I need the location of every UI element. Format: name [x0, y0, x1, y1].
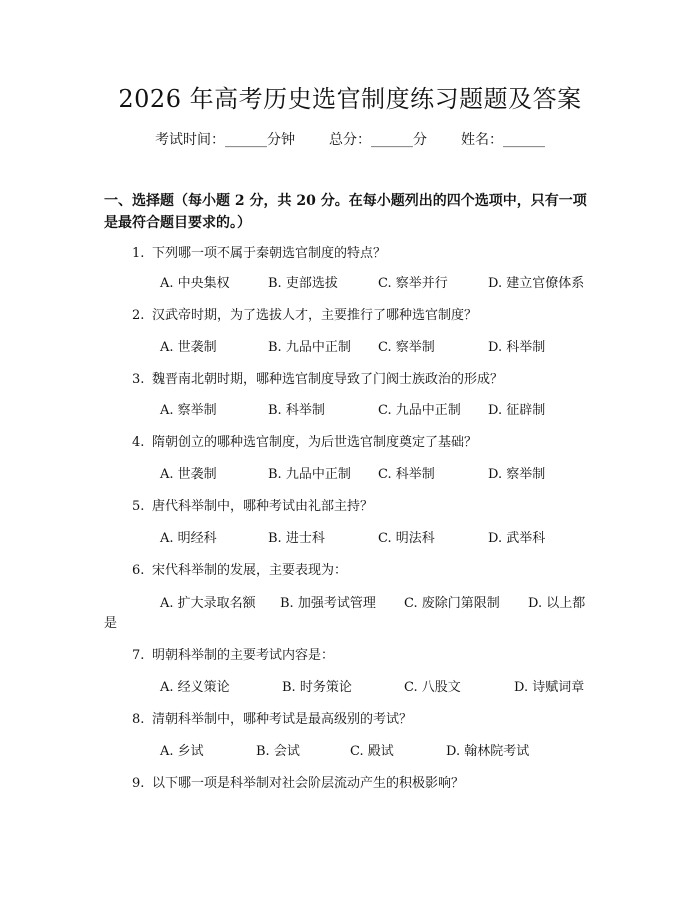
- question-number: 9.: [132, 776, 145, 791]
- option-c: C. 殿试: [350, 744, 394, 759]
- question-number: 2.: [132, 308, 145, 323]
- question-text: 宋代科举制的发展，主要表现为：: [152, 563, 348, 578]
- question-text: 清朝科举制中，哪种考试是最高级别的考试？: [152, 712, 413, 727]
- option-c: C. 九品中正制: [378, 403, 461, 418]
- option-a: A. 经义策论: [160, 680, 230, 695]
- option-b: B. 吏部选拔: [268, 276, 338, 291]
- option-d: D. 以上都: [528, 596, 586, 611]
- question-number: 8.: [132, 712, 145, 727]
- option-b: B. 九品中正制: [268, 340, 351, 355]
- option-d: D. 征辟制: [488, 403, 546, 418]
- question-text: 明朝科举制的主要考试内容是：: [152, 648, 335, 663]
- option-a: A. 察举制: [160, 403, 217, 418]
- question-number: 4.: [132, 435, 145, 450]
- option-a: A. 扩大录取名额: [160, 596, 256, 611]
- option-b: B. 进士科: [268, 531, 325, 546]
- section-title: 一、选择题（每小题 2 分，共 20 分。在每小题列出的四个选项中，只有一项是最符合题目要求的。）: [104, 193, 587, 231]
- option-d: D. 建立官僚体系: [488, 276, 585, 291]
- question-text: 魏晋南北朝时期，哪种选官制度导致了门阀士族政治的形成？: [152, 372, 504, 387]
- question-number: 3.: [132, 372, 145, 387]
- option-b: B. 九品中正制: [268, 467, 351, 482]
- exam-total-score: 总分：______分: [329, 132, 427, 148]
- question-text: 唐代科举制中，哪种考试由礼部主持？: [152, 499, 374, 514]
- option-c: C. 察举制: [378, 340, 435, 355]
- question-2: [132, 306, 602, 326]
- page-title: 2026 年高考历史选官制度练习题题及答案: [118, 85, 582, 113]
- exam-meta: [0, 130, 700, 150]
- option-a: A. 世袭制: [160, 467, 217, 482]
- question-5: [132, 497, 602, 517]
- option-a: A. 世袭制: [160, 340, 217, 355]
- option-c: C. 八股文: [404, 680, 461, 695]
- question-number: 1.: [132, 246, 145, 261]
- option-a: A. 明经科: [160, 531, 217, 546]
- option-d: D. 诗赋词章: [514, 680, 585, 695]
- question-text: 汉武帝时期，为了选拔人才，主要推行了哪种选官制度？: [152, 308, 478, 323]
- student-name: 姓名：______: [461, 132, 545, 148]
- option-b: B. 会试: [256, 744, 300, 759]
- question-4: [132, 433, 602, 453]
- option-c: C. 废除门第限制: [404, 596, 500, 611]
- option-b: B. 时务策论: [282, 680, 352, 695]
- question-1: [132, 244, 602, 264]
- option-d-wrap: 是: [104, 616, 118, 631]
- question-number: 5.: [132, 499, 145, 514]
- question-number: 6.: [132, 563, 145, 578]
- question-8: [132, 710, 602, 730]
- question-6: [132, 561, 602, 581]
- option-d: D. 武举科: [488, 531, 546, 546]
- option-b: B. 科举制: [268, 403, 325, 418]
- question-number: 7.: [132, 648, 145, 663]
- option-a: A. 乡试: [160, 744, 204, 759]
- question-9: [132, 774, 602, 794]
- option-d: D. 科举制: [488, 340, 546, 355]
- question-3: [132, 370, 602, 390]
- question-7: [132, 646, 602, 666]
- option-d: D. 察举制: [488, 467, 546, 482]
- option-d: D. 翰林院考试: [446, 744, 530, 759]
- option-c: C. 察举并行: [378, 276, 448, 291]
- exam-time: 考试时间：______分钟: [155, 132, 295, 148]
- question-text: 以下哪一项是科举制对社会阶层流动产生的积极影响？: [152, 776, 465, 791]
- question-text: 下列哪一项不属于秦朝选官制度的特点？: [152, 246, 387, 261]
- question-text: 隋朝创立的哪种选官制度，为后世选官制度奠定了基础？: [152, 435, 478, 450]
- option-a: A. 中央集权: [160, 276, 230, 291]
- option-c: C. 科举制: [378, 467, 435, 482]
- option-b: B. 加强考试管理: [280, 596, 376, 611]
- option-c: C. 明法科: [378, 531, 435, 546]
